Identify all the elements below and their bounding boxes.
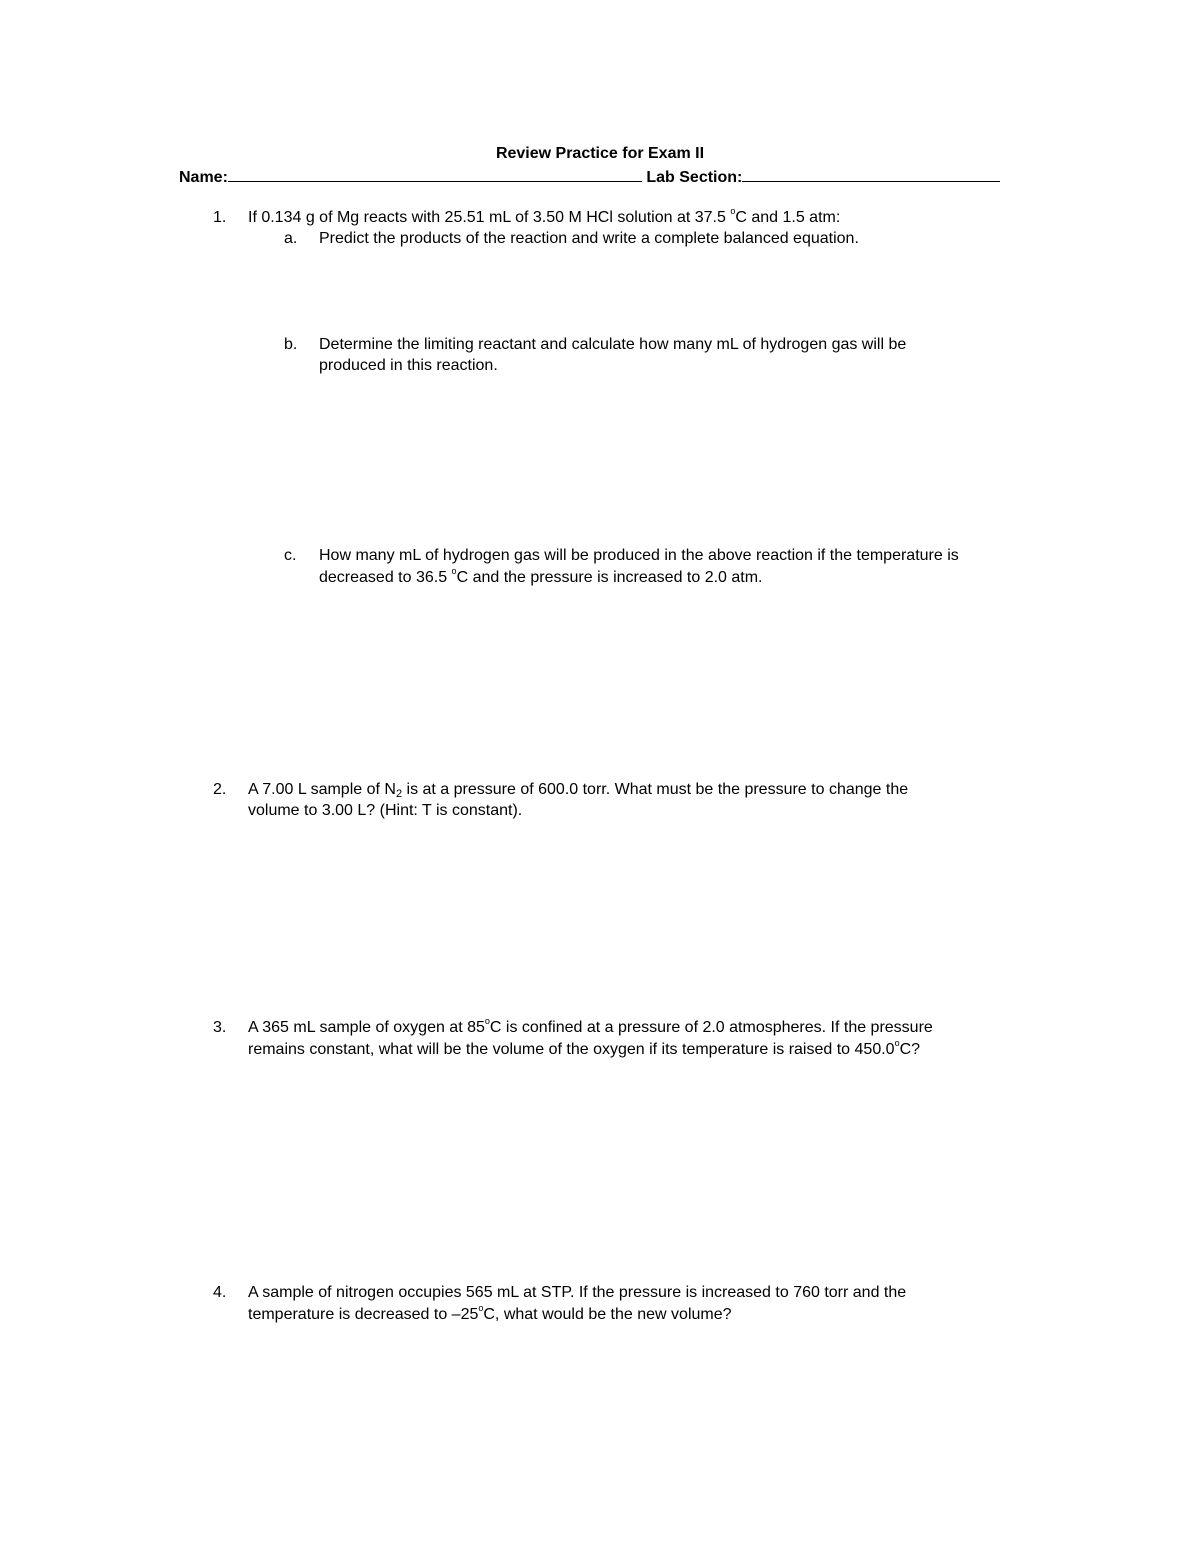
name-label: Name: (179, 169, 228, 186)
subscript-2: 2 (395, 788, 403, 800)
name-lab-header (179, 164, 1019, 186)
question-3-text-line2: remains constant, what will be the volume of the oxygen if its temperature is raised to 450.0$^o$C? (248, 1038, 921, 1058)
question-1c-text-line2: decreased to 36.5 $^o$C and the pressure is increased to 2.0 atm. (319, 566, 763, 586)
question-3-number: 3. (213, 1019, 227, 1036)
degree-mark: o (484, 1016, 490, 1026)
question-2-text-line1: A 7.00 L sample of $N_2$ is at a pressure of 600.0 torr. What must be the pressure to change the (248, 781, 909, 800)
lab-section-blank[interactable] (742, 164, 1000, 182)
question-1a-letter: a. (284, 230, 298, 247)
page-title: Review Practice for Exam II (495, 145, 705, 162)
degree-mark: o (894, 1038, 900, 1048)
degree-mark: o (730, 206, 736, 216)
question-1c-letter: c. (284, 547, 297, 564)
question-4-number: 4. (213, 1284, 227, 1301)
question-2-text-line2: volume to 3.00 L? (Hint: T is constant). (248, 802, 523, 819)
name-blank[interactable] (228, 164, 642, 182)
lab-section-label: Lab Section: (646, 169, 743, 186)
degree-mark: o (451, 566, 457, 576)
question-3-text-line1: A 365 mL sample of oxygen at 85$^o$C is confined at a pressure of 2.0 atmospheres. If the pressure (248, 1016, 933, 1036)
question-1a-text: Predict the products of the reaction and write a complete balanced equation. (319, 230, 859, 247)
question-1b-letter: b. (284, 336, 298, 353)
question-1-number: 1. (213, 209, 227, 226)
question-2-number: 2. (213, 781, 227, 798)
question-1b-text-line2: produced in this reaction. (319, 357, 498, 374)
question-1-text: If 0.134 g of Mg reacts with 25.51 mL of 3.50 M HCl solution at 37.5 $^o$C and 1.5 atm: (248, 206, 841, 226)
question-1c-text-line1: How many mL of hydrogen gas will be produced in the above reaction if the temperature is (319, 547, 959, 564)
question-4-text-line1: A sample of nitrogen occupies 565 mL at STP. If the pressure is increased to 760 torr and the (248, 1284, 907, 1301)
degree-mark: o (478, 1303, 484, 1313)
question-1b-text-line1: Determine the limiting reactant and calculate how many mL of hydrogen gas will be (319, 336, 907, 353)
question-4-text-line2: temperature is decreased to –25$^o$C, what would be the new volume? (248, 1303, 732, 1323)
